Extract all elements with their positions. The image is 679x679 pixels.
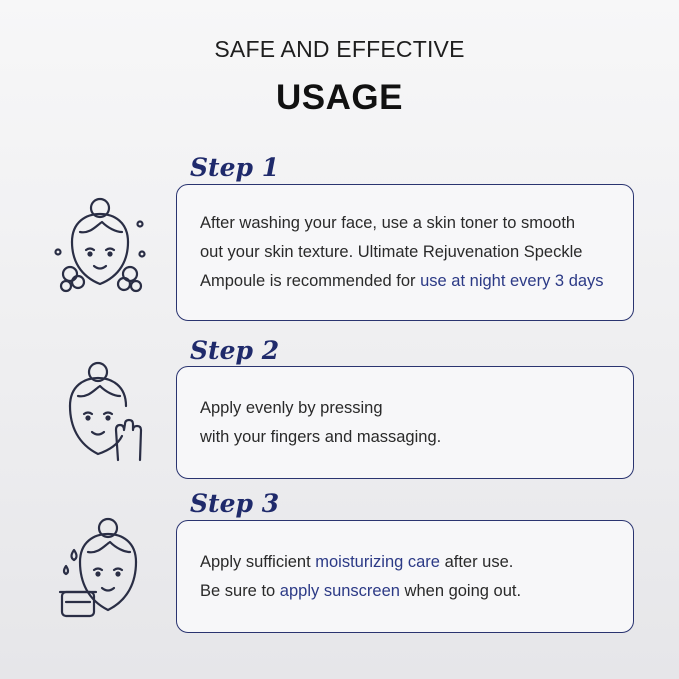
step-3-label: Step 3 (190, 489, 280, 518)
step-3-line-2 (200, 577, 633, 606)
step-3-highlight-moisturizing: moisturizing care (315, 552, 440, 571)
step-2-card (176, 366, 634, 479)
step-2-line-2: with your fingers and massaging. (200, 427, 442, 446)
step-1-line-3 (200, 267, 633, 296)
step-1-highlight: use at night every 3 days (420, 272, 604, 290)
step-3-line-1-text: Apply sufficient (200, 552, 316, 571)
step-1-card (176, 184, 634, 321)
step-3-line-1 (200, 548, 633, 577)
step-2-label: Step 2 (190, 336, 280, 365)
step-3-line-2-text: Be sure to (200, 581, 280, 600)
step-3-line-1-suffix: after use. (439, 552, 514, 571)
step-2-line-1: Apply evenly by pressing (200, 398, 383, 417)
face-washing-foam-icon (50, 196, 150, 308)
section-subtitle: SAFE AND EFFECTIVE (214, 36, 465, 62)
step-1-line-1: After washing your face, use a skin toner to smooth (200, 214, 576, 232)
step-3-highlight-sunscreen: apply sunscreen (279, 581, 400, 600)
page-title: USAGE (276, 78, 403, 117)
step-1-line-2: out your skin texture. Ultimate Rejuvenation Speckle (200, 243, 583, 261)
step-1-label: Step 1 (190, 153, 280, 182)
face-cream-jar-icon (52, 516, 148, 626)
step-1-line-3-text: Ampoule is recommended for (200, 272, 421, 290)
step-3-card (176, 520, 634, 633)
face-pressing-fingers-icon (58, 360, 148, 468)
step-3-line-2-suffix: when going out. (399, 581, 522, 600)
